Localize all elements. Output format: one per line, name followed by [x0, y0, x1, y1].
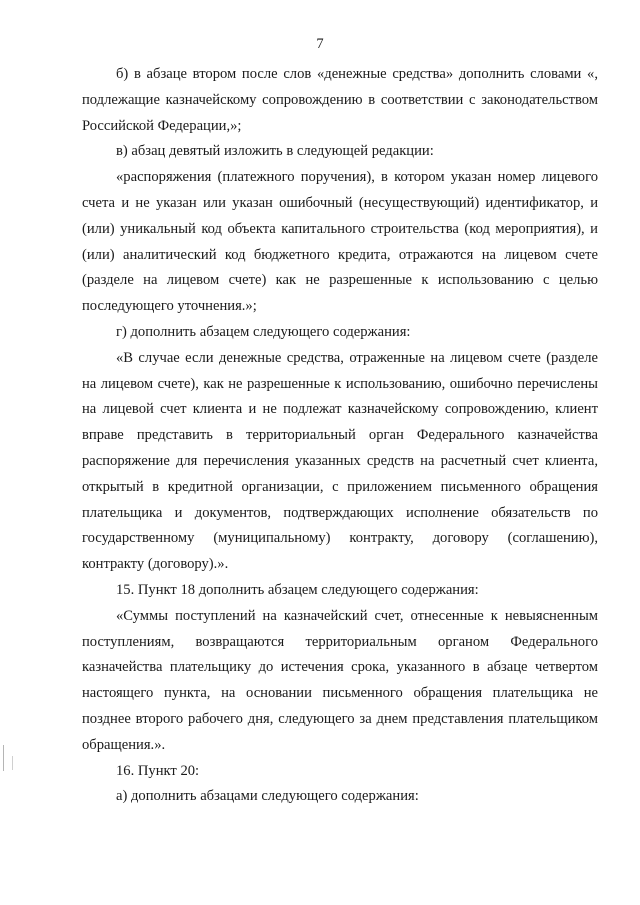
scan-artifact: [12, 756, 13, 770]
scan-artifact: [3, 745, 4, 771]
paragraph-quote-orders: «распоряжения (платежного поручения), в котором указан номер лицевого счета и не указан или указан ошибочный (несуществующий) идентификатор, и (или) уникальный код объекта капитального строительства (код мероприятия), и (или) аналитический код бюджетного кредита, отражаются на лицевом счете (разделе на лицевом счете) как не разрешенные к использованию с целью последующего уточнения.»;: [82, 169, 598, 315]
paragraph-amendment-g: г) дополнить абзацем следующего содержания:: [116, 323, 411, 340]
document-body: [82, 62, 598, 810]
paragraph-quote-funds: «В случае если денежные средства, отраженные на лицевом счете (разделе на лицевом счете), как не разрешенные к использованию, ошибочно перечислены на лицевой счет клиента и не подлежат казначейскому сопровождению, клиент вправе представить в территориальный орган Федерального казначейства распоряжение для перечисления указанных средств на расчетный счет клиента, открытый в кредитной организации, с приложением письменного обращения плательщика и документов, подтверждающих исполнение обязательств по государственному (муниципальному) контракту, договору (соглашению), контракту (договору).».: [82, 349, 598, 573]
page-number: 7: [316, 36, 324, 52]
paragraph-amendment-v: в) абзац девятый изложить в следующей редакции:: [116, 143, 434, 160]
paragraph-quote-receipts: «Суммы поступлений на казначейский счет, отнесенные к невыясненным поступлениям, возвращаются территориальным органом Федерального казначейства плательщику до истечения срока, указанного в абзаце четвертом настоящего пункта, на основании письменного обращения плательщика не позднее второго рабочего дня, следующего за днем представления плательщиком обращения.».: [82, 607, 598, 753]
paragraph-amendment-b: б) в абзаце втором после слов «денежные средства» дополнить словами «, подлежащие казначейскому сопровождению в соответствии с законодательством Российской Федерации,»;: [82, 66, 598, 134]
paragraph-item-16: 16. Пункт 20:: [116, 762, 200, 779]
paragraph-item-15: 15. Пункт 18 дополнить абзацем следующего содержания:: [116, 581, 479, 598]
paragraph-item-16-a: а) дополнить абзацами следующего содержания:: [116, 788, 419, 805]
